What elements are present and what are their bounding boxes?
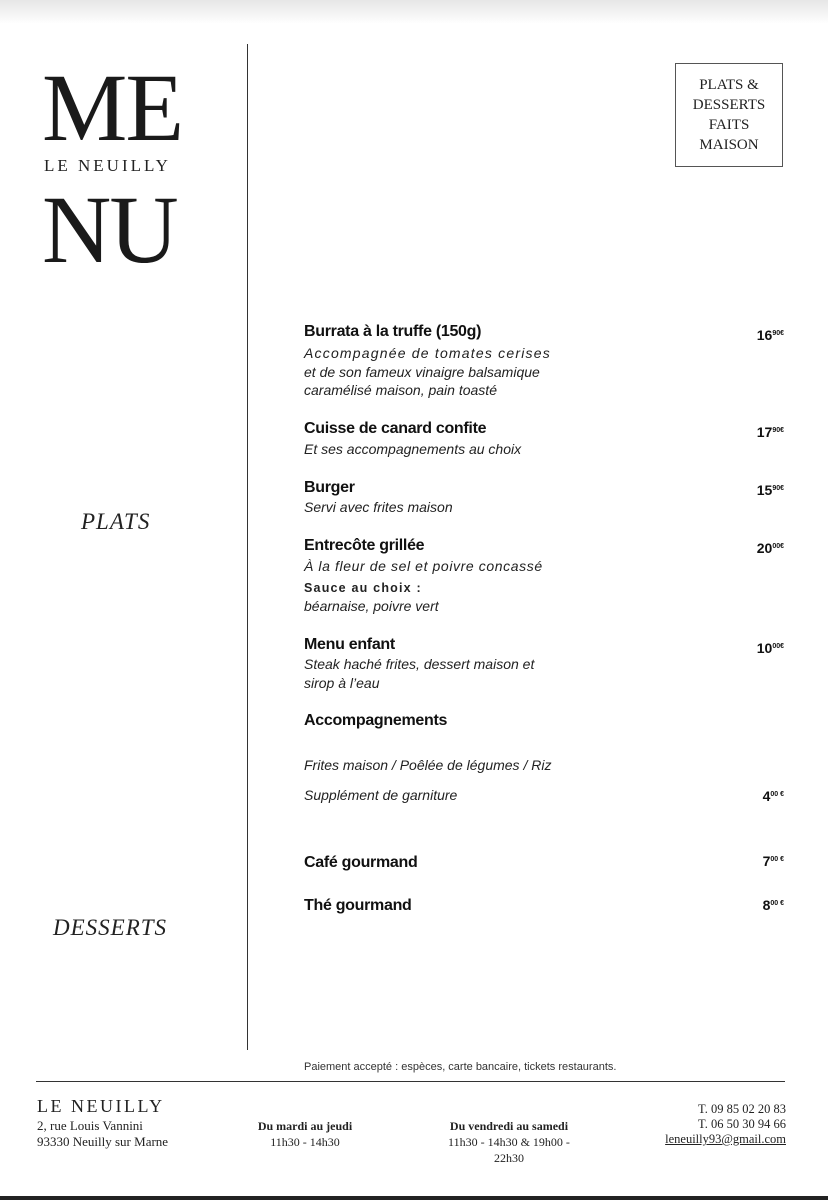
desc-line: et de son fameux vinaigre balsamique — [304, 363, 540, 380]
section-label-plats: PLATS — [81, 509, 151, 534]
price-main: 16 — [756, 327, 773, 343]
item-name-burrata: Burrata à la truffe (150g) — [304, 323, 482, 340]
hours-weekend — [430, 1118, 588, 1166]
phone-number[interactable]: T. 06 50 30 94 66 — [698, 1117, 786, 1131]
phone-number[interactable]: T. 09 85 02 20 83 — [698, 1102, 786, 1116]
item-name-cafe-gourmand: Café gourmand — [304, 854, 418, 871]
price-main: 17 — [756, 424, 773, 440]
logo-nu: NU — [42, 176, 177, 283]
price-cents: 90€ — [772, 330, 784, 337]
item-name-entrecote: Entrecôte grillée — [304, 537, 425, 554]
hours-time: 11h30 - 14h30 — [270, 1135, 340, 1149]
price-enfant — [740, 640, 784, 656]
price-main: 20 — [756, 540, 773, 556]
desc-line: Servi avec frites maison — [304, 499, 453, 515]
desc-line: caramélisé maison, pain toasté — [304, 382, 497, 398]
address-line: 93330 Neuilly sur Marne — [37, 1134, 169, 1149]
item-desc-entrecote — [304, 557, 543, 576]
top-shadow — [0, 0, 828, 24]
item-name-accompagnements: Accompagnements — [304, 712, 448, 729]
price-burrata — [740, 327, 784, 343]
badge-line: DESSERTS — [692, 97, 766, 113]
price-entrecote — [740, 540, 784, 556]
logo-me: ME — [42, 54, 182, 161]
hours-title: Du mardi au jeudi — [257, 1119, 353, 1133]
price-cents: 90€ — [772, 427, 784, 434]
price-cafe-gourmand — [740, 853, 784, 869]
badge-line: MAISON — [699, 137, 759, 153]
desc-line: sirop à l’eau — [304, 674, 380, 691]
item-name-burger: Burger — [304, 479, 355, 496]
sauce-title: Sauce au choix : — [304, 581, 422, 595]
hours-time: 22h30 — [494, 1151, 524, 1165]
bottom-edge — [0, 1196, 828, 1200]
price-cents: 00 € — [770, 856, 784, 863]
item-desc-enfant — [304, 655, 534, 692]
price-main: 8 — [762, 897, 771, 913]
payment-info: Paiement accepté : espèces, carte bancaire, tickets restaurants. — [304, 1061, 617, 1073]
homemade-badge — [675, 63, 783, 167]
footer-restaurant-name: LE NEUILLY — [37, 1096, 165, 1116]
logo-restaurant-name: LE NEUILLY — [44, 156, 171, 175]
price-cents: 90€ — [772, 485, 784, 492]
desc-line: Et ses accompagnements au choix — [304, 441, 522, 457]
item-desc-burger — [304, 498, 453, 517]
price-cents: 00€ — [772, 543, 784, 550]
hours-weekday — [245, 1118, 365, 1150]
price-main: 7 — [762, 853, 771, 869]
email-link[interactable]: leneuilly93@gmail.com — [665, 1132, 786, 1146]
supplement-garniture: Supplément de garniture — [304, 787, 458, 803]
footer-divider — [36, 1081, 785, 1082]
price-main: 10 — [756, 640, 773, 656]
item-name-the-gourmand: Thé gourmand — [304, 897, 412, 914]
price-main: 15 — [756, 482, 773, 498]
badge-line: PLATS & — [699, 77, 759, 93]
hours-time: 11h30 - 14h30 & 19h00 - — [448, 1135, 570, 1149]
item-desc-burrata — [304, 344, 551, 400]
item-name-canard: Cuisse de canard confite — [304, 420, 487, 437]
item-name-enfant: Menu enfant — [304, 636, 395, 653]
footer-contact — [640, 1102, 786, 1147]
desc-line: Steak haché frites, dessert maison et — [304, 656, 535, 672]
desc-line: Accompagnée de tomates cerises — [304, 345, 551, 361]
item-desc-canard — [304, 440, 521, 459]
price-supplement — [740, 788, 784, 804]
badge-line: FAITS — [708, 117, 750, 133]
price-cents: 00 € — [770, 791, 784, 798]
accompagnements-options: Frites maison / Poêlée de légumes / Riz — [304, 757, 552, 773]
sauce-options: béarnaise, poivre vert — [304, 598, 439, 614]
vertical-divider — [247, 44, 248, 1050]
price-main: 4 — [762, 788, 771, 804]
section-label-desserts: DESSERTS — [53, 915, 168, 940]
address-line: 2, rue Louis Vannini — [37, 1118, 143, 1133]
price-burger — [740, 482, 784, 498]
price-the-gourmand — [740, 897, 784, 913]
price-cents: 00 € — [770, 900, 784, 907]
desc-line: À la fleur de sel et poivre concassé — [304, 558, 543, 574]
price-cents: 00€ — [772, 643, 784, 650]
footer-address — [37, 1118, 168, 1150]
price-canard — [740, 424, 784, 440]
hours-title: Du vendredi au samedi — [449, 1119, 569, 1133]
